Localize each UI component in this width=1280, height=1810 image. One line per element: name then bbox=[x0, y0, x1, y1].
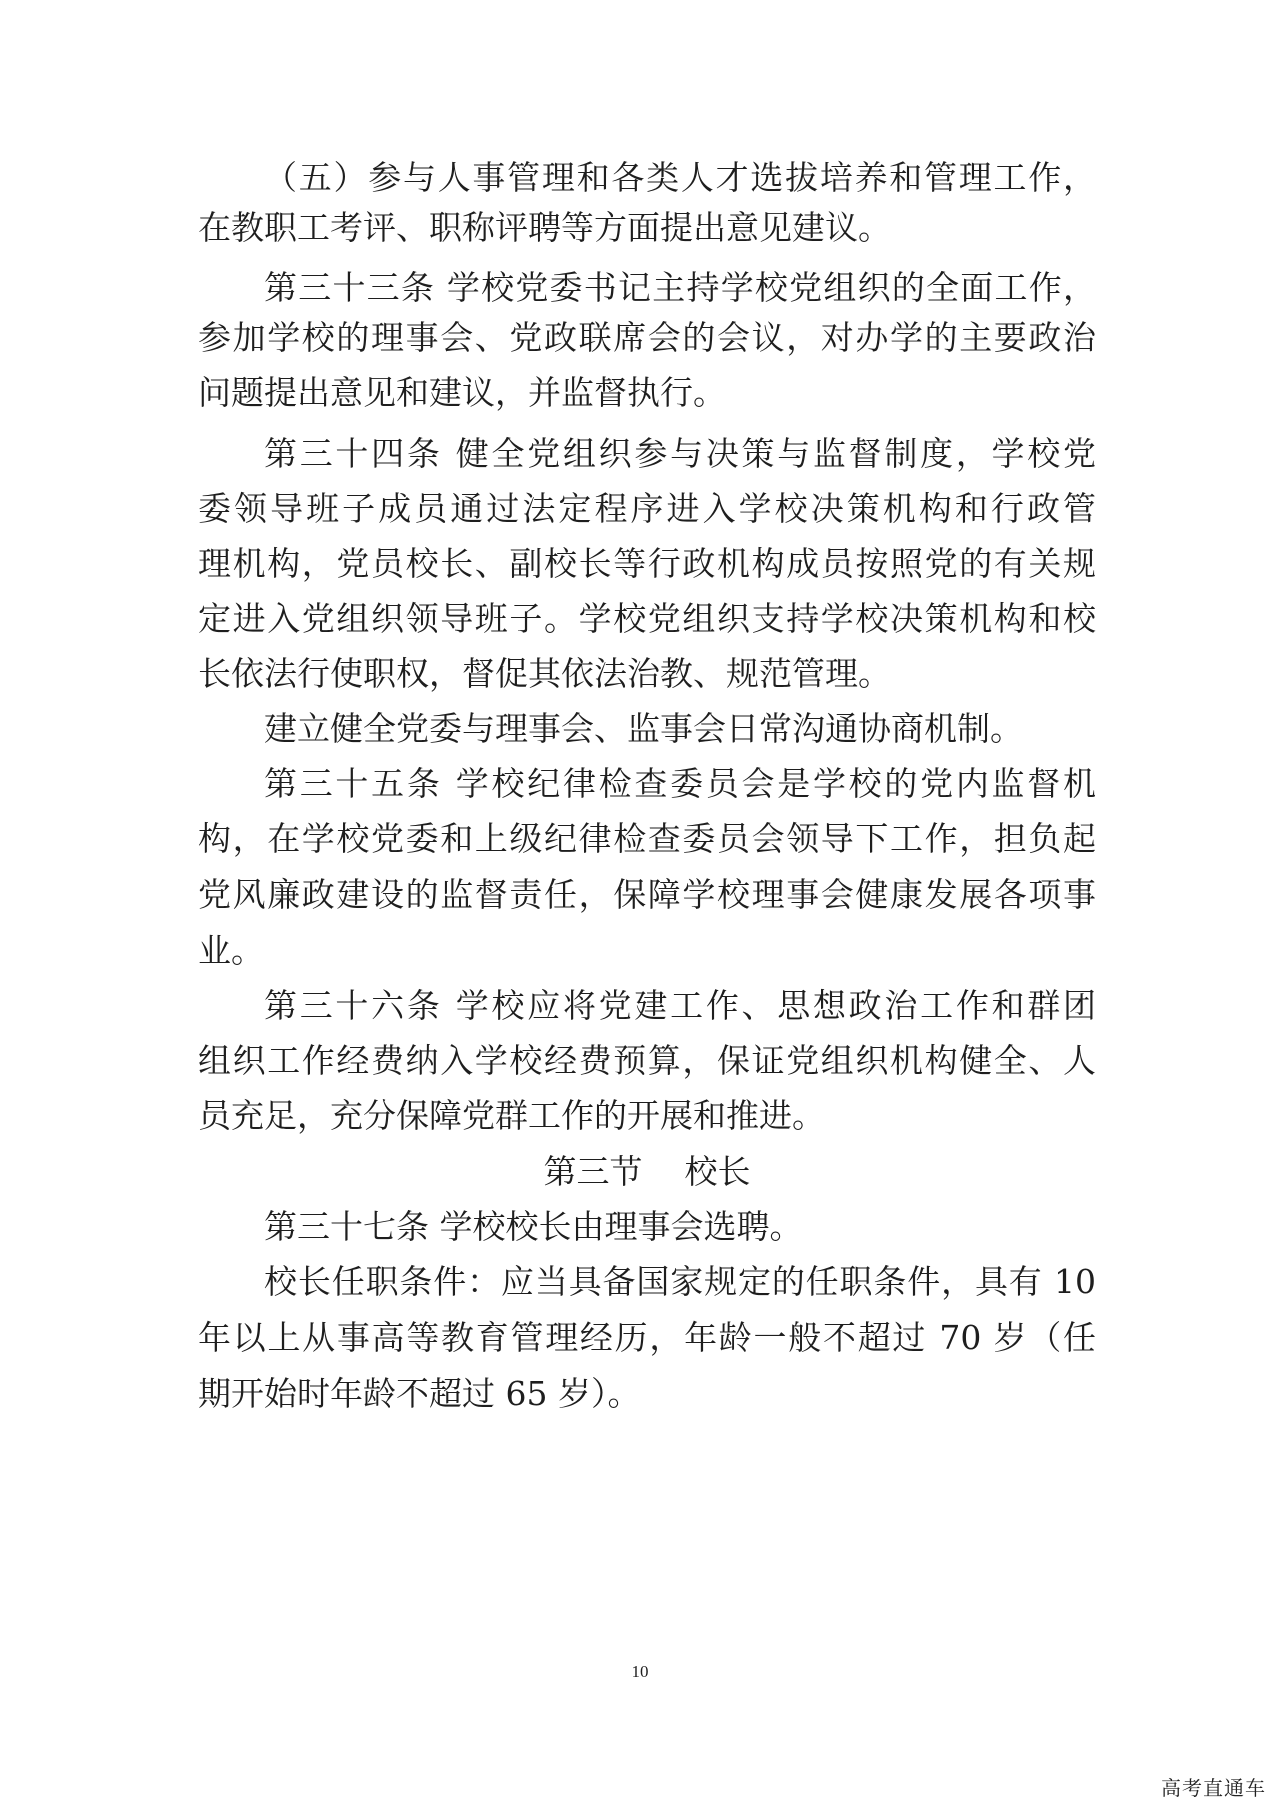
paragraph-line: 问题提出意见和建议，并监督执行。 bbox=[198, 373, 726, 412]
paragraph-line: 业。 bbox=[198, 931, 264, 970]
section-heading: 第三节 校长 bbox=[543, 1152, 751, 1191]
article-33-line: 第三十三条 学校党委书记主持学校党组织的全面工作， bbox=[264, 268, 1096, 307]
paragraph-line: 长依法行使职权，督促其依法治教、规范管理。 bbox=[198, 654, 891, 693]
article-37-line: 第三十七条 学校校长由理事会选聘。 bbox=[264, 1207, 803, 1246]
paragraph-line: （五）参与人事管理和各类人才选拔培养和管理工作， bbox=[264, 158, 1096, 197]
watermark-text: 高考直通车 bbox=[1161, 1776, 1266, 1800]
paragraph-line: 期开始时年龄不超过 65 岁）。 bbox=[198, 1374, 641, 1413]
article-35-line: 第三十五条 学校纪律检查委员会是学校的党内监督机 bbox=[264, 764, 1096, 803]
paragraph-line: 在教职工考评、职称评聘等方面提出意见建议。 bbox=[198, 208, 891, 247]
paragraph-line: 理机构，党员校长、副校长等行政机构成员按照党的有关规 bbox=[198, 544, 1096, 583]
paragraph-line: 构，在学校党委和上级纪律检查委员会领导下工作，担负起 bbox=[198, 819, 1096, 858]
paragraph-line: 员充足，充分保障党群工作的开展和推进。 bbox=[198, 1096, 825, 1135]
paragraph-line: 年以上从事高等教育管理经历，年龄一般不超过 70 岁（任 bbox=[198, 1318, 1096, 1357]
paragraph-line: 党风廉政建设的监督责任，保障学校理事会健康发展各项事 bbox=[198, 875, 1096, 914]
paragraph-line: 校长任职条件：应当具备国家规定的任职条件，具有 10 bbox=[264, 1262, 1096, 1301]
article-34-line: 第三十四条 健全党组织参与决策与监督制度，学校党 bbox=[264, 434, 1096, 473]
page-number: 10 bbox=[631, 1662, 649, 1681]
paragraph-line: 定进入党组织领导班子。学校党组织支持学校决策机构和校 bbox=[198, 599, 1096, 638]
paragraph-line: 建立健全党委与理事会、监事会日常沟通协商机制。 bbox=[264, 709, 1023, 748]
paragraph-line: 委领导班子成员通过法定程序进入学校决策机构和行政管 bbox=[198, 489, 1096, 528]
paragraph-line: 组织工作经费纳入学校经费预算，保证党组织机构健全、人 bbox=[198, 1041, 1096, 1080]
article-36-line: 第三十六条 学校应将党建工作、思想政治工作和群团 bbox=[264, 986, 1096, 1025]
paragraph-line: 参加学校的理事会、党政联席会的会议，对办学的主要政治 bbox=[198, 318, 1096, 357]
